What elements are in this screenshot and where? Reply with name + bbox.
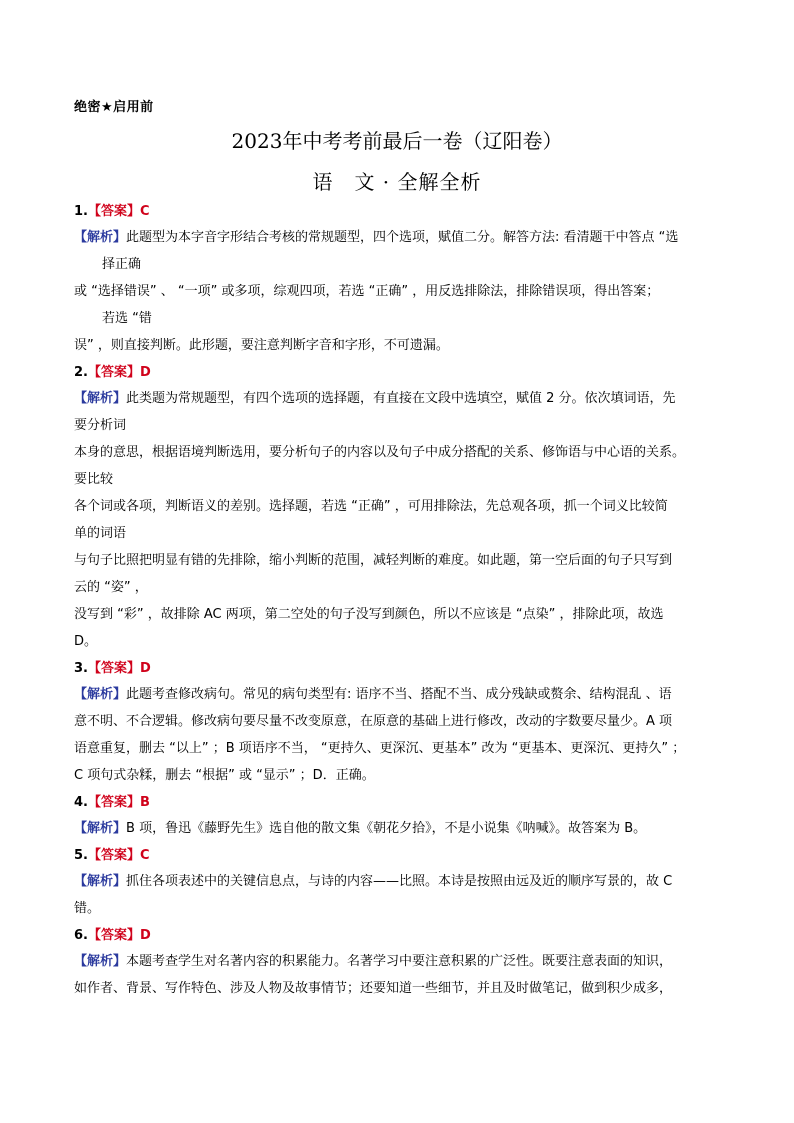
explanation-line: 【解析】此题型为本字音字形结合考核的常规题型，四个选项，赋值二分。解答方法: 看清题干中答点 “选 [74, 230, 679, 245]
answer-tag: 【答案】 [87, 848, 140, 863]
question-number: 2. [74, 365, 88, 380]
explanation-line: 误” ，则直接判断。此形题，要注意判断字音和字形，不可遗漏。 [74, 338, 449, 353]
answer-value: D [140, 928, 151, 943]
explanation-line: 与句子比照把明显有错的先排除，缩小判断的范围，减轻判断的难度。如此题，第一空后面的句子只写到 [74, 553, 673, 568]
secret-mark: 绝密★启用前 [74, 100, 154, 115]
explanation-line: 本身的意思，根据语境判断选用，要分析句子的内容以及句子中成分搭配的关系、修饰语与中心语的关系。 [74, 445, 686, 460]
explanation-line: C 项句式杂糅，删去 “根据” 或 “显示” ；D．正确。 [74, 768, 375, 783]
explanation-line: 【解析】本题考查学生对名著内容的积累能力。名著学习中要注意积累的广泛性。既要注意表面的知识， [74, 954, 673, 969]
explanation-line: 单的词语 [74, 526, 127, 541]
question-number: 3. [74, 661, 88, 676]
explanation-line: 要比较 [74, 472, 114, 487]
explanation-line: 意不明、不合逻辑。修改病句要尽量不改变原意，在原意的基础上进行修改，改动的字数要尽量少。A 项 [74, 714, 673, 729]
answer-row [74, 659, 740, 679]
explanation-line: 【解析】此题考查修改病句。常见的病句类型有: 语序不当、搭配不当、成分残缺或赘余、结构混乱 、语 [74, 687, 672, 702]
question-number: 5. [74, 848, 88, 863]
answer-value: B [140, 795, 150, 810]
page-subtitle: 语 文 · 全解全析 [312, 170, 482, 194]
answer-tag: 【答案】 [87, 365, 140, 380]
answer-value: C [140, 848, 150, 863]
answer-row [74, 202, 740, 222]
answer-value: C [140, 204, 150, 219]
answer-tag: 【答案】 [87, 661, 140, 676]
explanation-line: 语意重复，删去 “以上” ；B 项语序不当， “更持久、更深沉、更基本” 改为 “更基本、更深沉、更持久” ； [74, 741, 686, 756]
answer-row [74, 793, 740, 813]
answer-row [74, 846, 740, 866]
answer-tag: 【答案】 [87, 204, 140, 219]
explanation-line: 要分析词 [74, 418, 127, 433]
answer-row [74, 926, 740, 946]
explanation-line: 或 “选择错误” 、 “一项” 或多项，综观四项，若选 “正确” ，用反选排除法，排除错误项，得出答案； [74, 284, 660, 299]
explanation-line: 没写到 “彩” ，故排除 AC 两项，第二空处的句子没写到颜色，所以不应该是 “点染” ，排除此项，故选 [74, 607, 664, 622]
answer-value: D [140, 661, 151, 676]
explanation-tag: 【解析】 [74, 821, 127, 836]
answer-tag: 【答案】 [87, 928, 140, 943]
answer-row [74, 363, 740, 383]
explanation-line: 错。 [74, 901, 101, 916]
explanation-line: 【解析】B 项，鲁迅《藤野先生》选自他的散文集《朝花夕拾》，不是小说集《呐喊》。故答案为 B。 [74, 821, 647, 836]
explanation-line: 各个词或各项，判断语义的差别。选择题，若选 “正确” ，可用排除法，先总观各项，抓一个词义比较简 [74, 499, 668, 514]
explanation-line: 【解析】抓住各项表述中的关键信息点，与诗的内容——比照。本诗是按照由远及近的顺序写景的，故 C [74, 874, 673, 889]
question-number: 4. [74, 795, 88, 810]
explanation-tag: 【解析】 [74, 230, 127, 245]
explanation-line: 【解析】此类题为常规题型，有四个选项的选择题，有直接在文段中选填空，赋值 2 分。依次填词语，先 [74, 391, 676, 406]
page-title: 2023年中考考前最后一卷（辽阳卷） [231, 129, 563, 153]
explanation-line: 若选 “错 [102, 311, 152, 326]
explanation-line: 云的 “姿” ， [74, 580, 148, 595]
explanation-line: 如作者、背景、写作特色、涉及人物及故事情节；还要知道一些细节，并且及时做笔记，做到积少成多， [74, 981, 673, 996]
explanation-tag: 【解析】 [74, 687, 127, 702]
answer-tag: 【答案】 [87, 795, 140, 810]
question-number: 1. [74, 204, 88, 219]
answer-list [74, 202, 740, 1006]
answer-value: D [140, 365, 151, 380]
explanation-tag: 【解析】 [74, 954, 127, 969]
explanation-line: D。 [74, 634, 98, 649]
explanation-tag: 【解析】 [74, 874, 127, 889]
explanation-tag: 【解析】 [74, 391, 127, 406]
question-number: 6. [74, 928, 88, 943]
explanation-line: 择正确 [102, 257, 142, 272]
